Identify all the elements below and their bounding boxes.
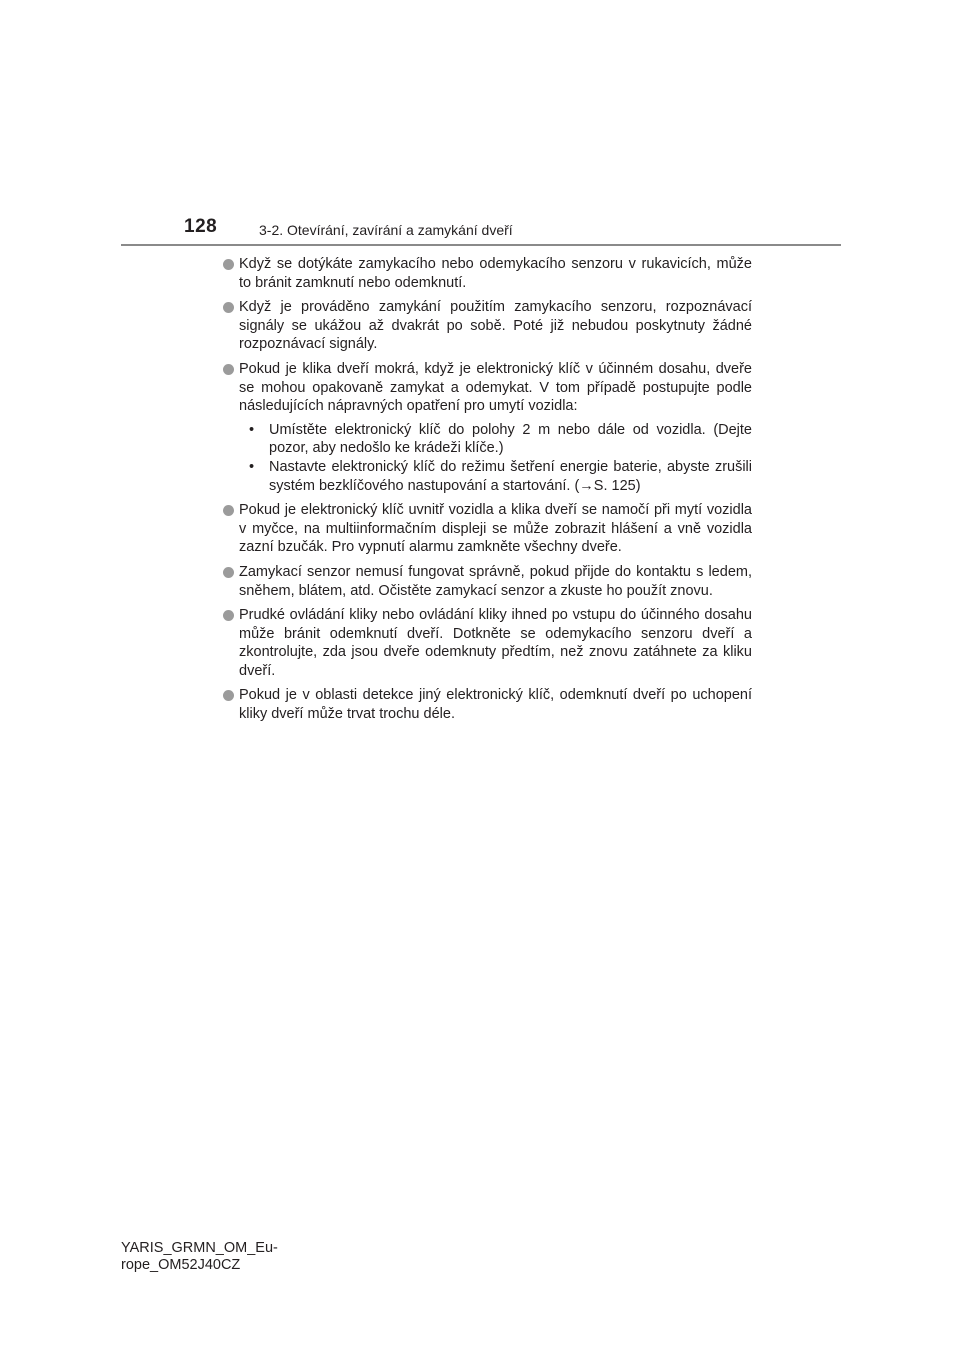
bullet-circle-icon bbox=[223, 567, 234, 578]
list-item-text: Pokud je klika dveří mokrá, když je elektronický klíč v účinném dosahu, dveře se mohou opakovaně zamykat a odemykat. V tom případě postupujte podle následujících nápravných opatření pro umytí vozidla: bbox=[239, 360, 752, 415]
list-item-text: Pokud je elektronický klíč uvnitř vozidla a klika dveří se namočí při mytí vozidla v myčce, na multiinformačním displeji se může zobrazit hlášení a vně vozidla zazní bzučák. Pro vypnutí alarmu zamkněte všechny dveře. bbox=[239, 502, 752, 556]
bullet-circle-icon bbox=[223, 610, 234, 621]
list-item bbox=[222, 606, 752, 680]
bullet-circle-icon bbox=[223, 302, 234, 313]
sublist-item-text: Nastavte elektronický klíč do režimu šetření energie baterie, abyste zrušili systém bezklíčového nastupování a startování. (→S. 125) bbox=[269, 458, 752, 494]
bullet-circle-icon bbox=[223, 690, 234, 701]
sublist bbox=[239, 421, 752, 495]
small-bullet-icon: • bbox=[249, 458, 255, 475]
list-item bbox=[222, 255, 752, 292]
bullet-circle-icon bbox=[223, 259, 234, 270]
list-item-text: Pokud je v oblasti detekce jiný elektronický klíč, odemknutí dveří po uchopení kliky dveří může trvat trochu déle. bbox=[239, 687, 752, 723]
sublist-item bbox=[239, 421, 752, 458]
bullet-circle-icon bbox=[223, 505, 234, 516]
sublist-item-text: Umístěte elektronický klíč do polohy 2 m nebo dále od vozidla. (Dejte pozor, aby nedošlo ke krádeži klíče.) bbox=[269, 421, 752, 457]
list-item-text: Prudké ovládání kliky nebo ovládání kliky ihned po vstupu do účinného dosahu může bránit odemknutí dveří. Dotkněte se odemykacího senzoru dveří a zkontrolujte, zda jsou dveře odemknuty předtím, než znovu zatáhnete za kliku dveří. bbox=[239, 607, 752, 679]
sublist-item bbox=[239, 458, 752, 495]
footer-line: YARIS_GRMN_OM_Eu- bbox=[121, 1240, 278, 1256]
list-item-text: Když je prováděno zamykání použitím zamykacího senzoru, rozpoznávací signály se ukážou až dvakrát po sobě. Poté již nebudou poskytnuty žádné rozpoznávací signály. bbox=[239, 299, 752, 353]
list-item bbox=[222, 686, 752, 723]
bullet-circle-icon bbox=[223, 364, 234, 375]
list-item bbox=[222, 563, 752, 600]
footer-line: rope_OM52J40CZ bbox=[121, 1257, 241, 1273]
list-item bbox=[222, 501, 752, 557]
small-bullet-icon: • bbox=[249, 421, 255, 438]
content-list bbox=[222, 255, 752, 730]
section-title: 3-2. Otevírání, zavírání a zamykání dveří bbox=[259, 222, 513, 238]
footer-document-code bbox=[121, 1240, 278, 1274]
list-item-text: Zamykací senzor nemusí fungovat správně, pokud přijde do kontaktu s ledem, sněhem, blátem, atd. Očistěte zamykací senzor a zkuste ho použít znovu. bbox=[239, 563, 752, 599]
list-item bbox=[222, 298, 752, 354]
page-number: 128 bbox=[184, 216, 218, 237]
header-divider bbox=[121, 244, 841, 246]
list-item-text: Když se dotýkáte zamykacího nebo odemykacího senzoru v rukavicích, může to bránit zamknutí nebo odemknutí. bbox=[239, 256, 752, 291]
list-item bbox=[222, 360, 752, 495]
